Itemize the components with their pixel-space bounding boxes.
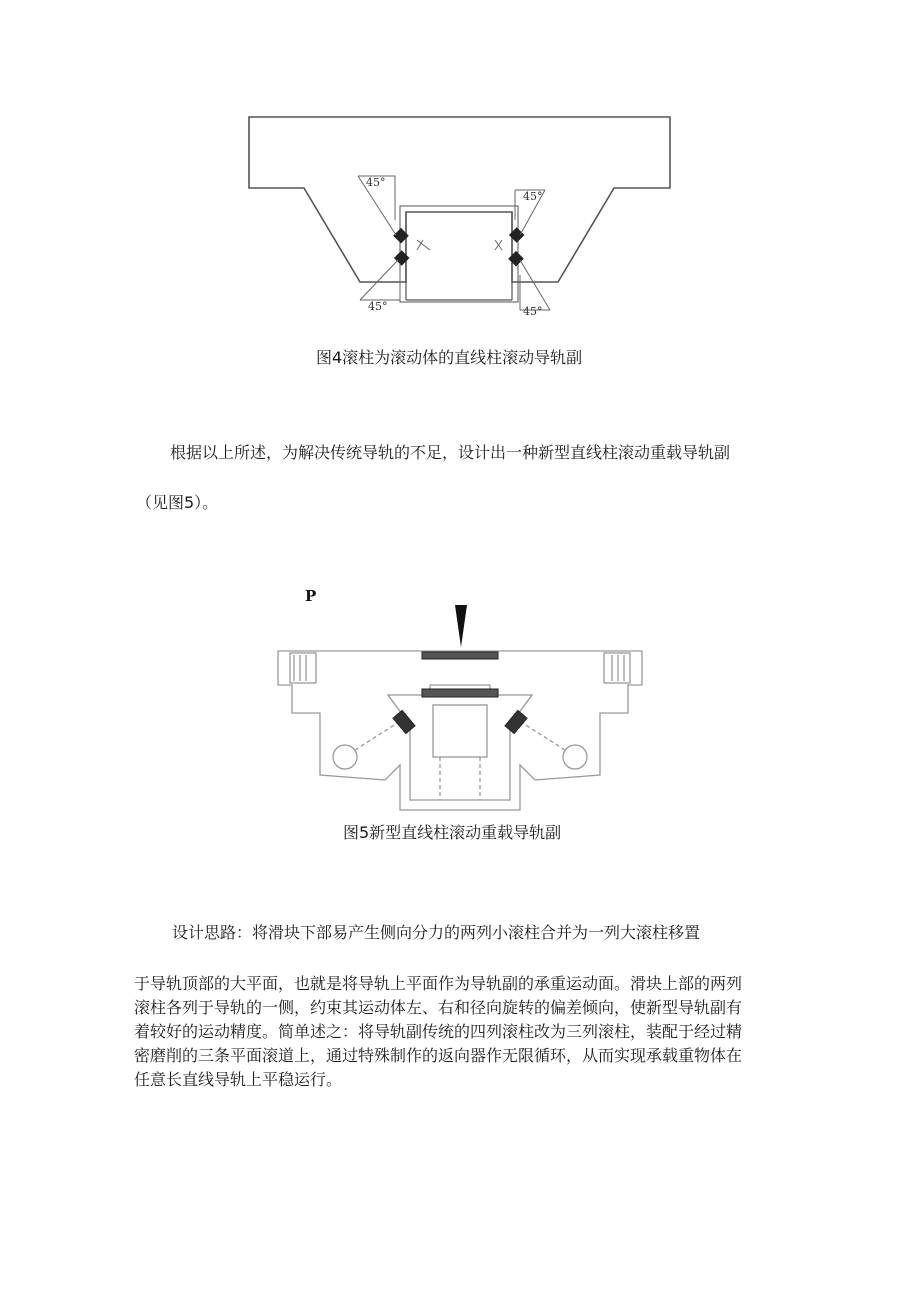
angle-label: 45° <box>366 176 386 189</box>
angle-label: 45° <box>523 190 543 203</box>
load-label: P <box>305 587 317 605</box>
paragraph1-line1: 根据以上所述，为解决传统导轨的不足，设计出一种新型直线柱滚动重载导轨副 <box>170 443 731 462</box>
figure5-caption: 图5新型直线柱滚动重载导轨副 <box>343 823 562 842</box>
text-line: 于导轨顶部的大平面，也就是将导轨上平面作为导轨副的承重运动面。滑块上部的两列 <box>134 974 743 993</box>
figure4-drawing <box>240 110 680 325</box>
paragraph2-line1: 设计思路：将滑块下部易产生侧向分力的两列小滚柱合并为一列大滚柱移置 <box>172 923 701 942</box>
angle-label: 45° <box>368 300 388 313</box>
text-line: 任意长直线导轨上平稳运行。 <box>134 1070 343 1089</box>
figure4-caption: 图4滚柱为滚动体的直线柱滚动导轨副 <box>316 348 583 367</box>
paragraph2-body <box>134 972 794 1092</box>
paragraph1-line2: （见图5）。 <box>136 493 219 512</box>
angle-label: 45° <box>523 305 543 318</box>
figure5-drawing <box>270 585 650 815</box>
text-line: 着较好的运动精度。简单述之：将导轨副传统的四列滚柱改为三列滚柱，装配于经过精 <box>134 1022 743 1041</box>
text-line: 密磨削的三条平面滚道上，通过特殊制作的返向器作无限循环，从而实现承载重物体在 <box>134 1046 743 1065</box>
text-line: 滚柱各列于导轨的一侧，约束其运动体左、右和径向旋转的偏差倾向，使新型导轨副有 <box>134 998 743 1017</box>
